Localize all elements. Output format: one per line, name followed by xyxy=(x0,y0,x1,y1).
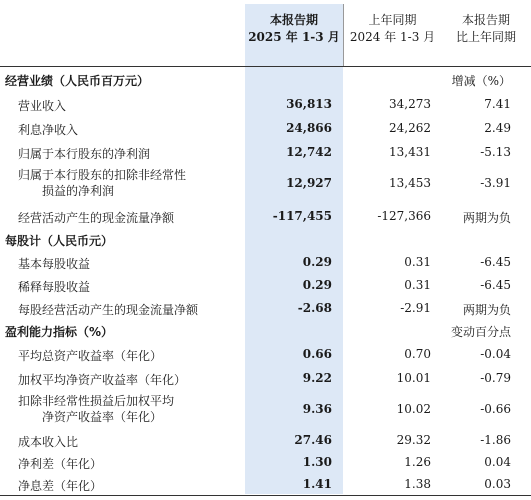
current-value: 0.66 xyxy=(302,347,332,361)
row-label: 扣除非经常性损益后加权平均 净资产收益率（年化） xyxy=(18,394,175,424)
header-current-period: 本报告期 2025 年 1-3 月 xyxy=(248,13,340,44)
row-label: 营业收入 xyxy=(18,99,67,113)
current-value: 12,742 xyxy=(286,145,332,159)
row-label: 归属于本行股东的净利润 xyxy=(18,147,151,161)
section-title: 盈利能力指标（%） xyxy=(5,325,114,339)
change-value: -0.66 xyxy=(480,402,511,416)
change-value: 两期为负 xyxy=(462,303,511,317)
change-value: -0.79 xyxy=(480,371,511,385)
prior-value: 13,453 xyxy=(389,176,431,190)
current-value: 9.36 xyxy=(302,402,332,416)
change-value: 2.49 xyxy=(484,121,511,135)
current-value: -117,455 xyxy=(272,209,332,223)
change-value: -6.45 xyxy=(480,278,511,292)
prior-value: 1.38 xyxy=(404,477,431,491)
prior-value: 10.02 xyxy=(396,402,431,416)
section-note: 增减（%） xyxy=(451,74,511,88)
change-value: 0.03 xyxy=(484,477,511,491)
prior-value: 0.31 xyxy=(404,255,431,269)
current-value: 1.41 xyxy=(302,477,332,491)
section-title: 经营业绩（人民币百万元） xyxy=(5,74,150,88)
prior-value: 0.70 xyxy=(404,347,431,361)
current-value: 24,866 xyxy=(286,121,332,135)
header-change: 本报告期 比上年同期 xyxy=(455,13,516,44)
change-value: -3.91 xyxy=(480,176,511,190)
row-label: 每股经营活动产生的现金流量净额 xyxy=(18,303,199,317)
row-label: 净息差（年化） xyxy=(18,479,103,493)
current-value: 9.22 xyxy=(302,371,332,385)
current-value: 1.30 xyxy=(302,455,332,469)
prior-value: 24,262 xyxy=(389,121,431,135)
current-value: 0.29 xyxy=(302,278,332,292)
prior-value: -2.91 xyxy=(400,301,431,315)
section-note: 变动百分点 xyxy=(450,325,511,339)
header-divider xyxy=(0,66,531,67)
current-value: -2.68 xyxy=(297,301,332,315)
column-divider xyxy=(343,4,344,66)
row-label: 成本收入比 xyxy=(18,435,79,449)
change-value: -5.13 xyxy=(480,145,511,159)
header-prior-period: 上年同期 2024 年 1-3 月 xyxy=(349,13,436,44)
change-value: 两期为负 xyxy=(462,211,511,225)
row-label: 经营活动产生的现金流量净额 xyxy=(18,211,175,225)
table-bottom-border xyxy=(0,495,531,496)
prior-value: 13,431 xyxy=(389,145,431,159)
current-value: 0.29 xyxy=(302,255,332,269)
prior-value: 34,273 xyxy=(389,97,431,111)
prior-value: 1.26 xyxy=(404,455,431,469)
prior-value: 10.01 xyxy=(396,371,431,385)
row-label: 加权平均净资产收益率（年化） xyxy=(18,373,187,387)
change-value: -0.04 xyxy=(480,347,511,361)
prior-value: 0.31 xyxy=(404,278,431,292)
current-period-highlight xyxy=(245,4,343,494)
change-value: 7.41 xyxy=(484,97,511,111)
change-value: -6.45 xyxy=(480,255,511,269)
change-value: -1.86 xyxy=(480,433,511,447)
prior-value: -127,366 xyxy=(377,209,431,223)
current-value: 12,927 xyxy=(286,176,332,190)
row-label: 稀释每股收益 xyxy=(18,280,91,294)
row-label: 平均总资产收益率（年化） xyxy=(18,349,163,363)
row-label: 归属于本行股东的扣除非经常性 损益的净利润 xyxy=(18,168,187,198)
current-value: 27.46 xyxy=(294,433,332,447)
row-label: 净利差（年化） xyxy=(18,457,103,471)
prior-value: 29.32 xyxy=(396,433,431,447)
row-label: 基本每股收益 xyxy=(18,257,91,271)
row-label: 利息净收入 xyxy=(18,123,79,137)
current-value: 36,813 xyxy=(286,97,332,111)
section-title: 每股计（人民币元） xyxy=(5,234,114,248)
change-value: 0.04 xyxy=(484,455,511,469)
